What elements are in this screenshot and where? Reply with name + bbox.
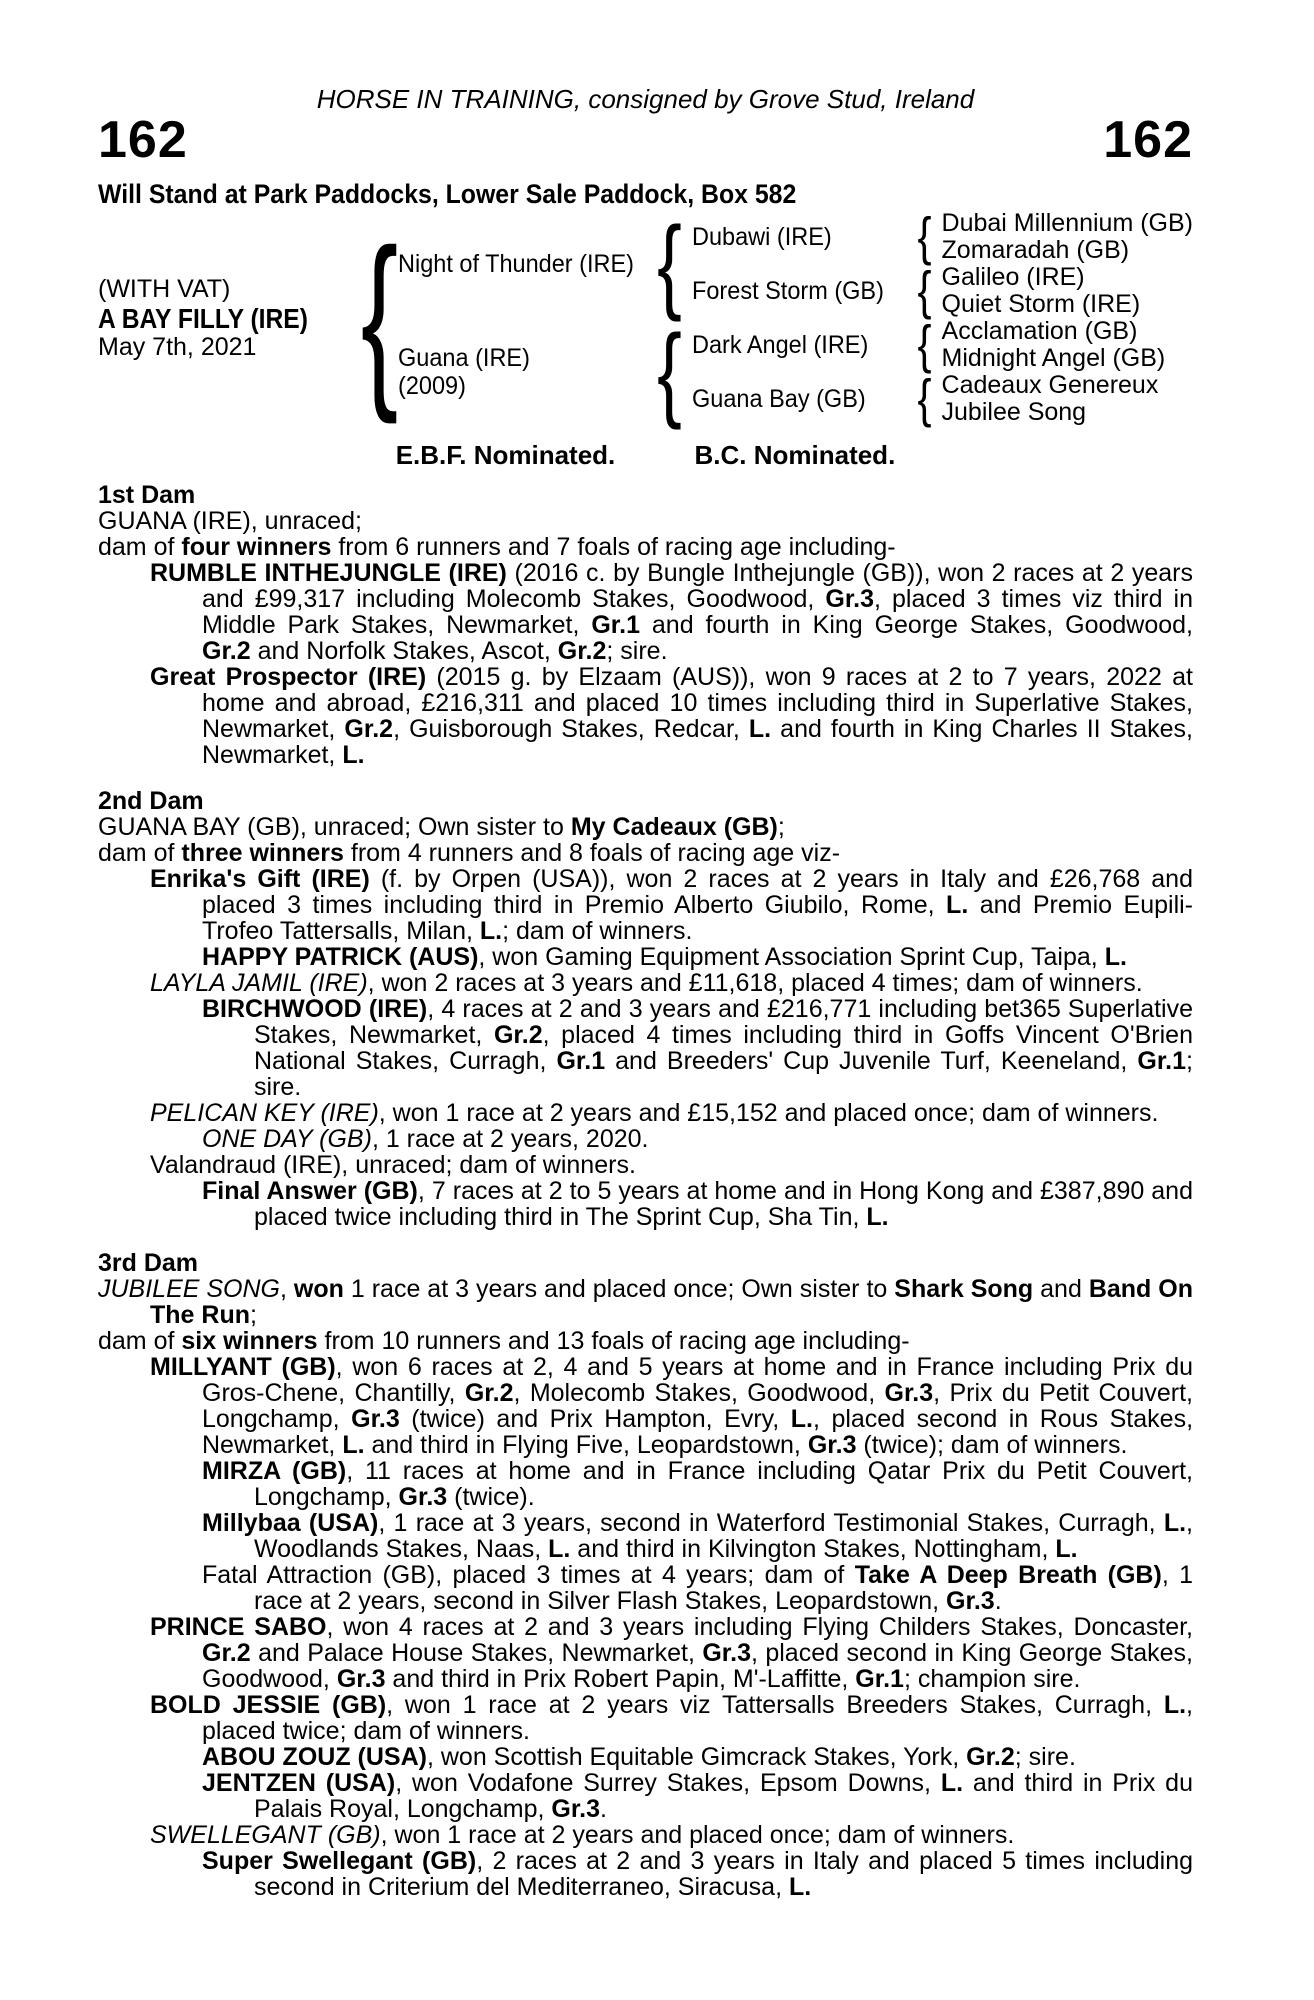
text-run: Gr.3	[351, 1405, 400, 1433]
consignment-line: HORSE IN TRAINING, consigned by Grove Stud, Ireland	[316, 84, 975, 114]
text-run: from 10 runners and 13 foals of racing age including-	[317, 1327, 910, 1355]
text-run: .	[994, 1587, 1002, 1615]
text-run: Enrika's Gift (IRE)	[150, 865, 370, 893]
text-run: JENTZEN (USA)	[202, 1769, 396, 1797]
text-run: Gr.3	[946, 1587, 995, 1615]
text-run: , Woodlands Stakes, Naas,	[254, 1509, 1193, 1563]
produce-paragraph	[98, 1614, 1193, 1692]
text-run: dam of	[98, 533, 182, 561]
text-run: PELICAN KEY (IRE)	[150, 1099, 379, 1127]
text-run: JUBILEE SONG	[98, 1275, 280, 1303]
text-run: Millybaa (USA)	[202, 1509, 379, 1537]
dam-dam-sire-name: Cadeaux Genereux	[941, 371, 1159, 399]
text-run: GUANA (IRE), unraced;	[98, 507, 362, 535]
text-run: Shark Song	[894, 1275, 1034, 1303]
produce-paragraph	[98, 1152, 1193, 1178]
text-run: Gr.2	[966, 1743, 1015, 1771]
text-run: L.	[342, 741, 365, 769]
text-run: , Molecomb Stakes, Goodwood,	[513, 1379, 885, 1407]
text-run: LAYLA JAMIL (IRE)	[150, 969, 368, 997]
text-run: and Premio Eupili-Trofeo Tattersalls, Milan,	[202, 891, 1193, 945]
dam-sire-name: Dark Angel (IRE)	[691, 331, 868, 359]
text-run: SWELLEGANT (GB)	[150, 1821, 381, 1849]
text-run: HAPPY PATRICK (AUS)	[202, 943, 479, 971]
produce-paragraph	[98, 664, 1193, 768]
text-run: ; champion sire.	[903, 1665, 1081, 1693]
text-run: Gr.2	[493, 1021, 543, 1049]
text-run: and third in Flying Five, Leopardstown,	[364, 1431, 808, 1459]
text-run: Gr.2	[344, 715, 394, 743]
text-run: (twice).	[447, 1483, 535, 1511]
lot-number-right: 162	[1103, 111, 1193, 169]
text-run: , placed 3 times viz third in Middle Park Stakes, Newmarket,	[202, 585, 1193, 639]
produce-record	[98, 482, 1193, 1900]
text-run: Super Swellegant (GB)	[202, 1847, 477, 1875]
text-run: L.	[748, 715, 772, 743]
produce-paragraph	[98, 1354, 1193, 1458]
text-run: dam of	[98, 839, 182, 867]
text-run: ;	[777, 813, 785, 841]
text-run: , Prix du Petit Couvert, Longchamp,	[202, 1379, 1193, 1433]
text-run: ; dam of winners.	[502, 917, 693, 945]
sire-name: Night of Thunder (IRE)	[397, 250, 634, 278]
sire-dam-branch	[691, 261, 1193, 320]
sire-branch	[397, 204, 1193, 323]
text-run: ;	[250, 1301, 257, 1329]
text-run: four winners	[181, 533, 332, 561]
produce-paragraph	[98, 560, 1193, 664]
produce-paragraph	[98, 534, 1193, 560]
text-run: , won 1 race at 2 years and £15,152 and placed once; dam of winners.	[378, 1099, 1159, 1127]
text-run: and	[1033, 1275, 1089, 1303]
produce-paragraph	[98, 944, 1193, 970]
dam-section	[98, 1250, 1193, 1900]
text-run: , 4 races at 2 and 3 years and £216,771 including bet365 Superlative Stakes, Newmarket,	[254, 995, 1193, 1049]
text-run: , placed second in Rous Stakes, Newmarket,	[202, 1405, 1194, 1459]
text-run: , Guisborough Stakes, Redcar,	[393, 715, 749, 743]
text-run: , 11 races at home and in France including Qatar Prix du Petit Couvert, Longchamp,	[254, 1457, 1194, 1511]
text-run: and fourth in King George Stakes, Goodwood,	[640, 611, 1193, 639]
text-run: (f. by Orpen (USA)), won 2 races at 2 years in Italy and £26,768 and placed 3 times including third in Premio Alberto Giubilo, Rome,	[202, 865, 1193, 919]
vat-note: (WITH VAT)	[98, 274, 231, 303]
produce-paragraph	[98, 1848, 1193, 1900]
produce-paragraph	[98, 1126, 1193, 1152]
sire-sire-sire-name: Dubai Millennium (GB)	[941, 209, 1193, 237]
text-run: , 1 race at 2 years, second in Silver Flash Stakes, Leopardstown,	[254, 1561, 1194, 1615]
text-run: won	[293, 1275, 344, 1303]
produce-paragraph	[98, 1328, 1193, 1354]
text-run: RUMBLE INTHEJUNGLE (IRE)	[150, 559, 507, 587]
sire-dam-dam-name: Quiet Storm (IRE)	[941, 290, 1141, 318]
nominations-line	[98, 442, 1193, 468]
sire-dam-brace-icon: {	[917, 261, 932, 320]
text-run: Valandraud (IRE), unraced; dam of winners.	[150, 1151, 636, 1179]
text-run: L.	[342, 1431, 365, 1459]
dam-name: Guana (IRE) (2009)	[398, 344, 633, 400]
text-run: and third in Kilvington Stakes, Nottingham,	[570, 1535, 1056, 1563]
sire-sire-brace-icon: {	[917, 207, 932, 266]
text-run: Gr.1	[1137, 1047, 1187, 1075]
produce-paragraph	[98, 1276, 1193, 1328]
text-run: Gr.3	[702, 1639, 751, 1667]
text-run: L.	[790, 1405, 813, 1433]
bc-nomination: B.C. Nominated.	[694, 440, 896, 470]
text-run: BIRCHWOOD (IRE)	[202, 995, 428, 1023]
section-heading: 1st Dam	[98, 481, 196, 509]
text-run: Great Prospector (IRE)	[150, 663, 427, 691]
text-run: Gr.3	[807, 1431, 857, 1459]
text-run: Band On The Run	[150, 1275, 1193, 1329]
sire-sire-name: Dubawi (IRE)	[691, 223, 832, 251]
text-run: , won 1 race at 2 years viz Tattersalls Breeders Stakes, Curragh,	[386, 1691, 1164, 1719]
dam-brace-icon: {	[657, 312, 682, 431]
text-run: 1 race at 3 years and placed once; Own sister to	[343, 1275, 895, 1303]
lot-info	[98, 275, 362, 362]
text-run: Take A Deep Breath (GB)	[854, 1561, 1162, 1589]
text-run: Gr.1	[556, 1047, 606, 1075]
text-run: L.	[1163, 1691, 1187, 1719]
text-run: (2016 c. by Bungle Inthejungle (GB)), won 2 races at 2 years and £99,317 including Molecomb Stakes, Goodwood,	[202, 559, 1193, 613]
text-run: dam of	[98, 1327, 182, 1355]
text-run: L.	[548, 1535, 571, 1563]
text-run: and third in Prix du Palais Royal, Longchamp,	[254, 1769, 1193, 1823]
text-run: Gr.2	[202, 1639, 251, 1667]
sire-dam-sire-name: Galileo (IRE)	[941, 263, 1085, 291]
produce-paragraph	[98, 1692, 1193, 1744]
text-run: Gr.3	[398, 1483, 448, 1511]
text-run: , won Gaming Equipment Association Sprint Cup, Taipa,	[478, 943, 1105, 971]
section-heading: 3rd Dam	[98, 1249, 199, 1277]
text-run: ; sire.	[606, 637, 668, 665]
produce-paragraph	[98, 1822, 1193, 1848]
produce-paragraph	[98, 1178, 1193, 1230]
lot-number-row	[98, 111, 1193, 169]
produce-paragraph	[98, 866, 1193, 944]
text-run: and Palace House Stakes, Newmarket,	[250, 1639, 703, 1667]
text-run: L.	[866, 1203, 889, 1231]
dam-section	[98, 788, 1193, 1230]
text-run: ONE DAY (GB)	[202, 1125, 372, 1153]
text-run: , 7 races at 2 to 5 years at home and in Hong Kong and £387,890 and placed twice including third in The Sprint Cup, Sha Tin,	[254, 1177, 1193, 1231]
text-run: , 2 races at 2 and 3 years in Italy and placed 5 times including second in Criterium del Mediterraneo, Siracusa,	[254, 1847, 1194, 1901]
text-run: L.	[1163, 1509, 1187, 1537]
consignment-header	[98, 86, 1193, 114]
dam-dam-name: Guana Bay (GB)	[691, 385, 866, 413]
produce-paragraph	[98, 508, 1193, 534]
ebf-nomination: E.B.F. Nominated.	[395, 440, 616, 470]
dam-sire-dam-name: Midnight Angel (GB)	[941, 344, 1166, 372]
text-run: Gr.3	[336, 1665, 386, 1693]
lot-number-left: 162	[98, 111, 188, 169]
produce-paragraph	[98, 840, 1193, 866]
text-run: Gr.3	[551, 1795, 601, 1823]
dam-dam-dam-name: Jubilee Song	[941, 398, 1087, 426]
produce-paragraph	[98, 1100, 1193, 1126]
foal-date: May 7th, 2021	[98, 332, 257, 361]
text-run: , won Scottish Equitable Gimcrack Stakes, York,	[426, 1743, 967, 1771]
text-run: Gr.2	[464, 1379, 514, 1407]
text-run: ; sire.	[254, 1047, 1193, 1101]
text-run: L.	[1055, 1535, 1078, 1563]
text-run: L.	[946, 891, 969, 919]
produce-paragraph	[98, 1770, 1193, 1822]
sire-sire-branch	[691, 207, 1193, 266]
text-run: MILLYANT (GB)	[150, 1353, 336, 1381]
sire-sire-dam-name: Zomaradah (GB)	[941, 236, 1130, 264]
text-run: L.	[479, 917, 503, 945]
text-run: (twice) and Prix Hampton, Evry,	[399, 1405, 791, 1433]
lot-description: A BAY FILLY (IRE)	[98, 302, 308, 334]
text-run: , won 2 races at 3 years and £11,618, placed 4 times; dam of winners.	[367, 969, 1143, 997]
text-run: Gr.1	[855, 1665, 904, 1693]
produce-paragraph	[98, 1510, 1193, 1562]
text-run: Gr.2	[202, 637, 251, 665]
text-run: ; sire.	[1014, 1743, 1076, 1771]
produce-paragraph	[98, 1744, 1193, 1770]
text-run: three winners	[181, 839, 344, 867]
dam-sire-sire-name: Acclamation (GB)	[941, 317, 1138, 345]
sire-dam-name: Forest Storm (GB)	[691, 277, 884, 305]
produce-paragraph	[98, 814, 1193, 840]
text-run: , placed twice; dam of winners.	[202, 1691, 1193, 1745]
text-run: Gr.3	[884, 1379, 934, 1407]
text-run: Gr.1	[591, 611, 640, 639]
dam-dam-brace-icon: {	[917, 369, 932, 428]
text-run: L.	[940, 1769, 964, 1797]
text-run: (2015 g. by Elzaam (AUS)), won 9 races at 2 to 7 years, 2022 at home and abroad, £216,311 and placed 10 times including third in Superlative Stakes, Newmarket,	[202, 663, 1193, 743]
text-run: L.	[1104, 943, 1127, 971]
text-run: , won 1 race at 2 years and placed once; dam of winners.	[380, 1821, 1015, 1849]
text-run: Final Answer (GB)	[202, 1177, 418, 1205]
section-heading: 2nd Dam	[98, 787, 204, 815]
text-run: , 1 race at 3 years, second in Waterford Testimonial Stakes, Curragh,	[378, 1509, 1164, 1537]
text-run: , won Vodafone Surrey Stakes, Epsom Downs,	[395, 1769, 941, 1797]
dam-sire-brace-icon: {	[917, 315, 932, 374]
text-run: , won 6 races at 2, 4 and 5 years at home and in France including Prix du Gros-Chene, Chantilly,	[202, 1353, 1194, 1407]
dam-section	[98, 482, 1193, 768]
text-run: My Cadeaux (GB)	[570, 813, 778, 841]
text-run: six winners	[181, 1327, 318, 1355]
text-run: MIRZA (GB)	[202, 1457, 347, 1485]
text-run: L.	[788, 1873, 812, 1901]
text-run: Gr.2	[557, 637, 607, 665]
produce-paragraph	[98, 1562, 1193, 1614]
dam-dam-branch	[691, 369, 1166, 428]
text-run: and third in Prix Robert Papin, M'-Laffitte,	[385, 1665, 856, 1693]
pedigree-tree	[98, 204, 1193, 431]
dam-sire-branch	[691, 315, 1166, 374]
text-run: and Breeders' Cup Juvenile Turf, Keeneland,	[605, 1047, 1138, 1075]
text-run: , won 4 races at 2 and 3 years including Flying Childers Stakes, Doncaster,	[326, 1613, 1193, 1641]
text-run: GUANA BAY (GB), unraced; Own sister to	[98, 813, 571, 841]
dam-branch	[397, 312, 1193, 431]
generation-2-column	[397, 204, 1193, 431]
text-run: BOLD JESSIE (GB)	[150, 1691, 387, 1719]
text-run: , placed 4 times including third in Goffs Vincent O'Brien National Stakes, Curragh,	[254, 1021, 1193, 1075]
produce-paragraph	[98, 996, 1193, 1100]
text-run: ABOU ZOUZ (USA)	[202, 1743, 427, 1771]
text-run: Gr.3	[825, 585, 875, 613]
root-brace-icon: {	[360, 209, 399, 425]
text-run: Fatal Attraction (GB), placed 3 times at 4 years; dam of	[202, 1561, 855, 1589]
produce-paragraph	[98, 1458, 1193, 1510]
text-run: from 4 runners and 8 foals of racing age viz-	[343, 839, 841, 867]
dam-year: (2009)	[397, 372, 466, 400]
text-run: from 6 runners and 7 foals of racing age including-	[331, 533, 896, 561]
text-run: and Norfolk Stakes, Ascot,	[250, 637, 558, 665]
sire-brace-icon: {	[657, 204, 682, 323]
text-run: , placed second in King George Stakes, Goodwood,	[202, 1639, 1193, 1693]
text-run: PRINCE SABO	[150, 1613, 327, 1641]
text-run: and fourth in King Charles II Stakes, Newmarket,	[202, 715, 1194, 769]
text-run: (twice); dam of winners.	[856, 1431, 1128, 1459]
text-run: ,	[280, 1275, 294, 1303]
text-run: , 1 race at 2 years, 2020.	[371, 1125, 649, 1153]
stand-location-line: Will Stand at Park Paddocks, Lower Sale Paddock, Box 582	[98, 179, 797, 209]
produce-paragraph	[98, 970, 1193, 996]
text-run: .	[600, 1795, 607, 1823]
